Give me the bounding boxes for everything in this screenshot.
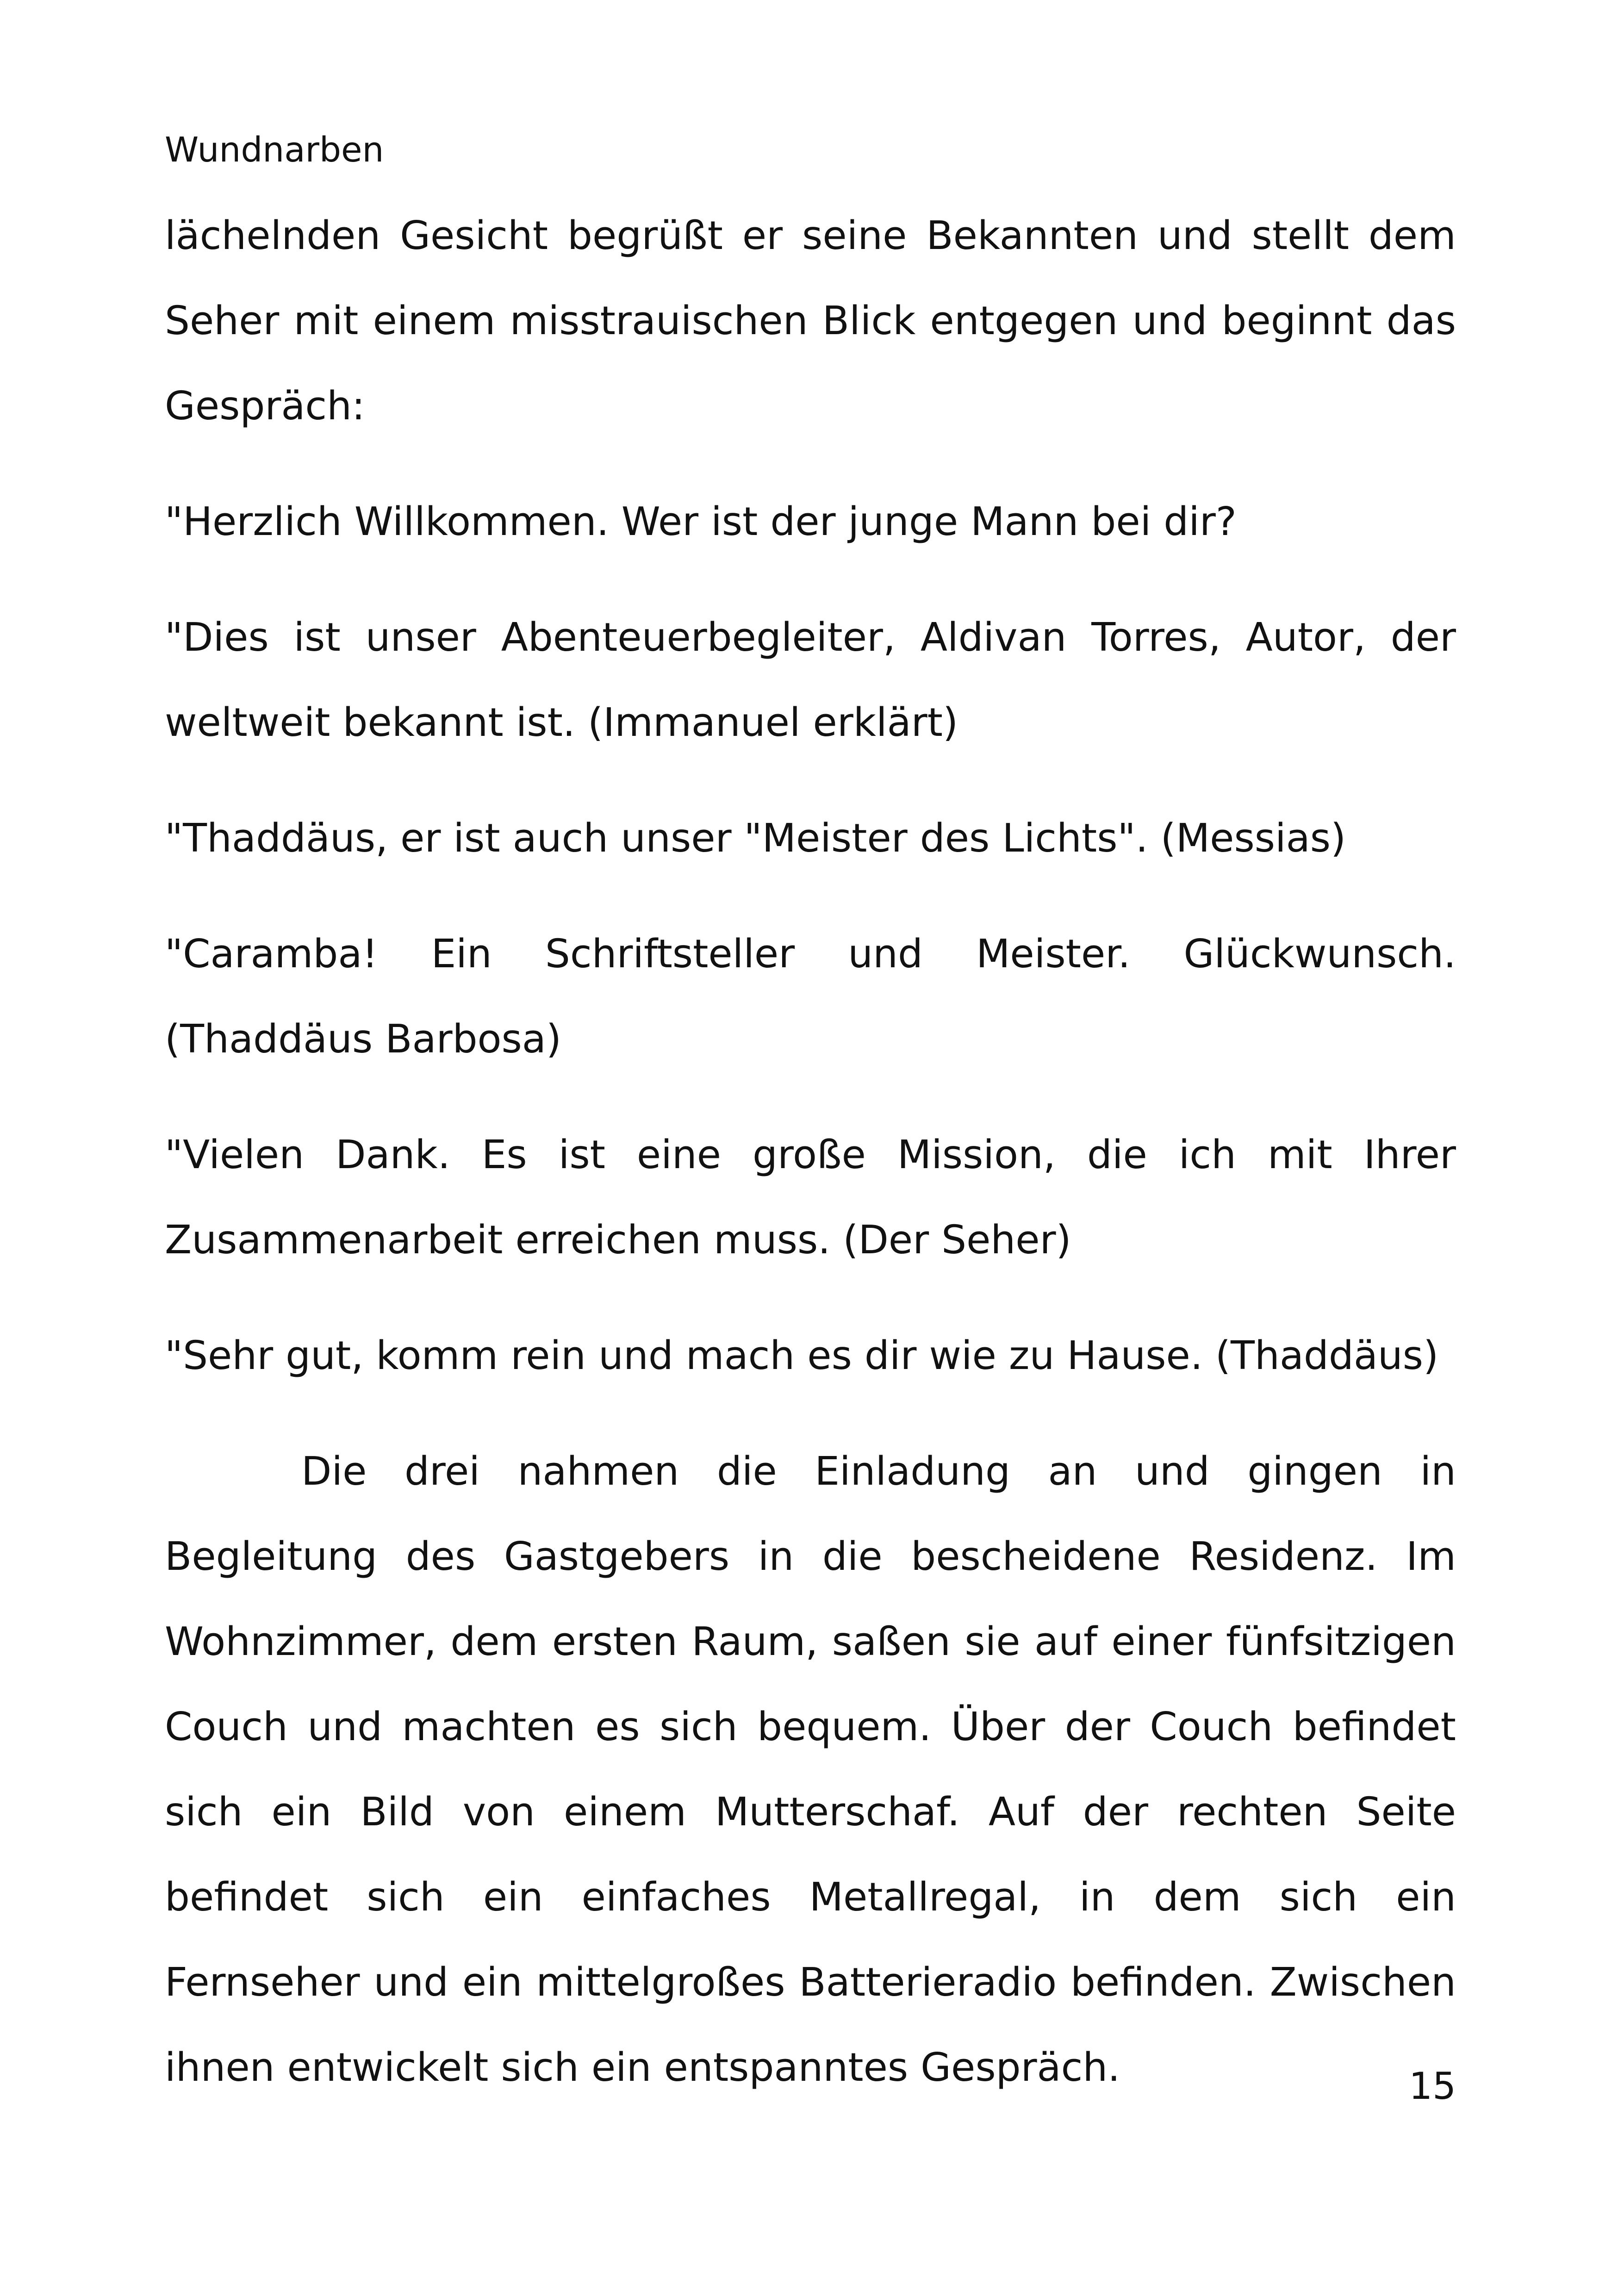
page-number: 15 xyxy=(1409,2065,1456,2108)
dialogue-line: "Dies ist unser Abenteuerbegleiter, Aldivan Torres, Autor, der weltweit bekannt ist. (Immanuel erklärt) xyxy=(165,615,1456,746)
narrative-paragraph: Die drei nahmen die Einladung an und gingen in Begleitung des Gastgebers in die bescheidene Residenz. Im Wohnzimmer, dem ersten Raum, saßen sie auf einer fünfsitzigen Couch und machten es sich bequem. Über der Couch befindet sich ein Bild von einem Mutterschaf. Auf der rechten Seite befindet sich ein einfaches Metallregal, in dem sich ein Fernseher und ein mittelgroßes Batterieradio befinden. Zwischen ihnen entwickelt sich ein entspanntes Gespräch. xyxy=(165,1449,1456,2091)
dialogue-line: "Vielen Dank. Es ist eine große Mission, die ich mit Ihrer Zusammenarbeit erreichen muss. (Der Seher) xyxy=(165,1132,1456,1263)
dialogue-line: "Caramba! Ein Schriftsteller und Meister. Glückwunsch. (Thaddäus Barbosa) xyxy=(165,931,1456,1062)
paragraph-continuation: lächelnden Gesicht begrüßt er seine Bekannten und stellt dem Seher mit einem misstrauischen Blick entgegen und beginnt das Gespräch: xyxy=(165,213,1456,429)
running-header: Wundnarben xyxy=(165,130,384,170)
dialogue-line: "Thaddäus, er ist auch unser "Meister des Lichts". (Messias) xyxy=(165,815,1346,861)
body-text xyxy=(165,193,1456,2141)
dialogue-line: "Sehr gut, komm rein und mach es dir wie zu Hause. (Thaddäus) xyxy=(165,1333,1439,1379)
dialogue-line: "Herzlich Willkommen. Wer ist der junge Mann bei dir? xyxy=(165,499,1237,545)
